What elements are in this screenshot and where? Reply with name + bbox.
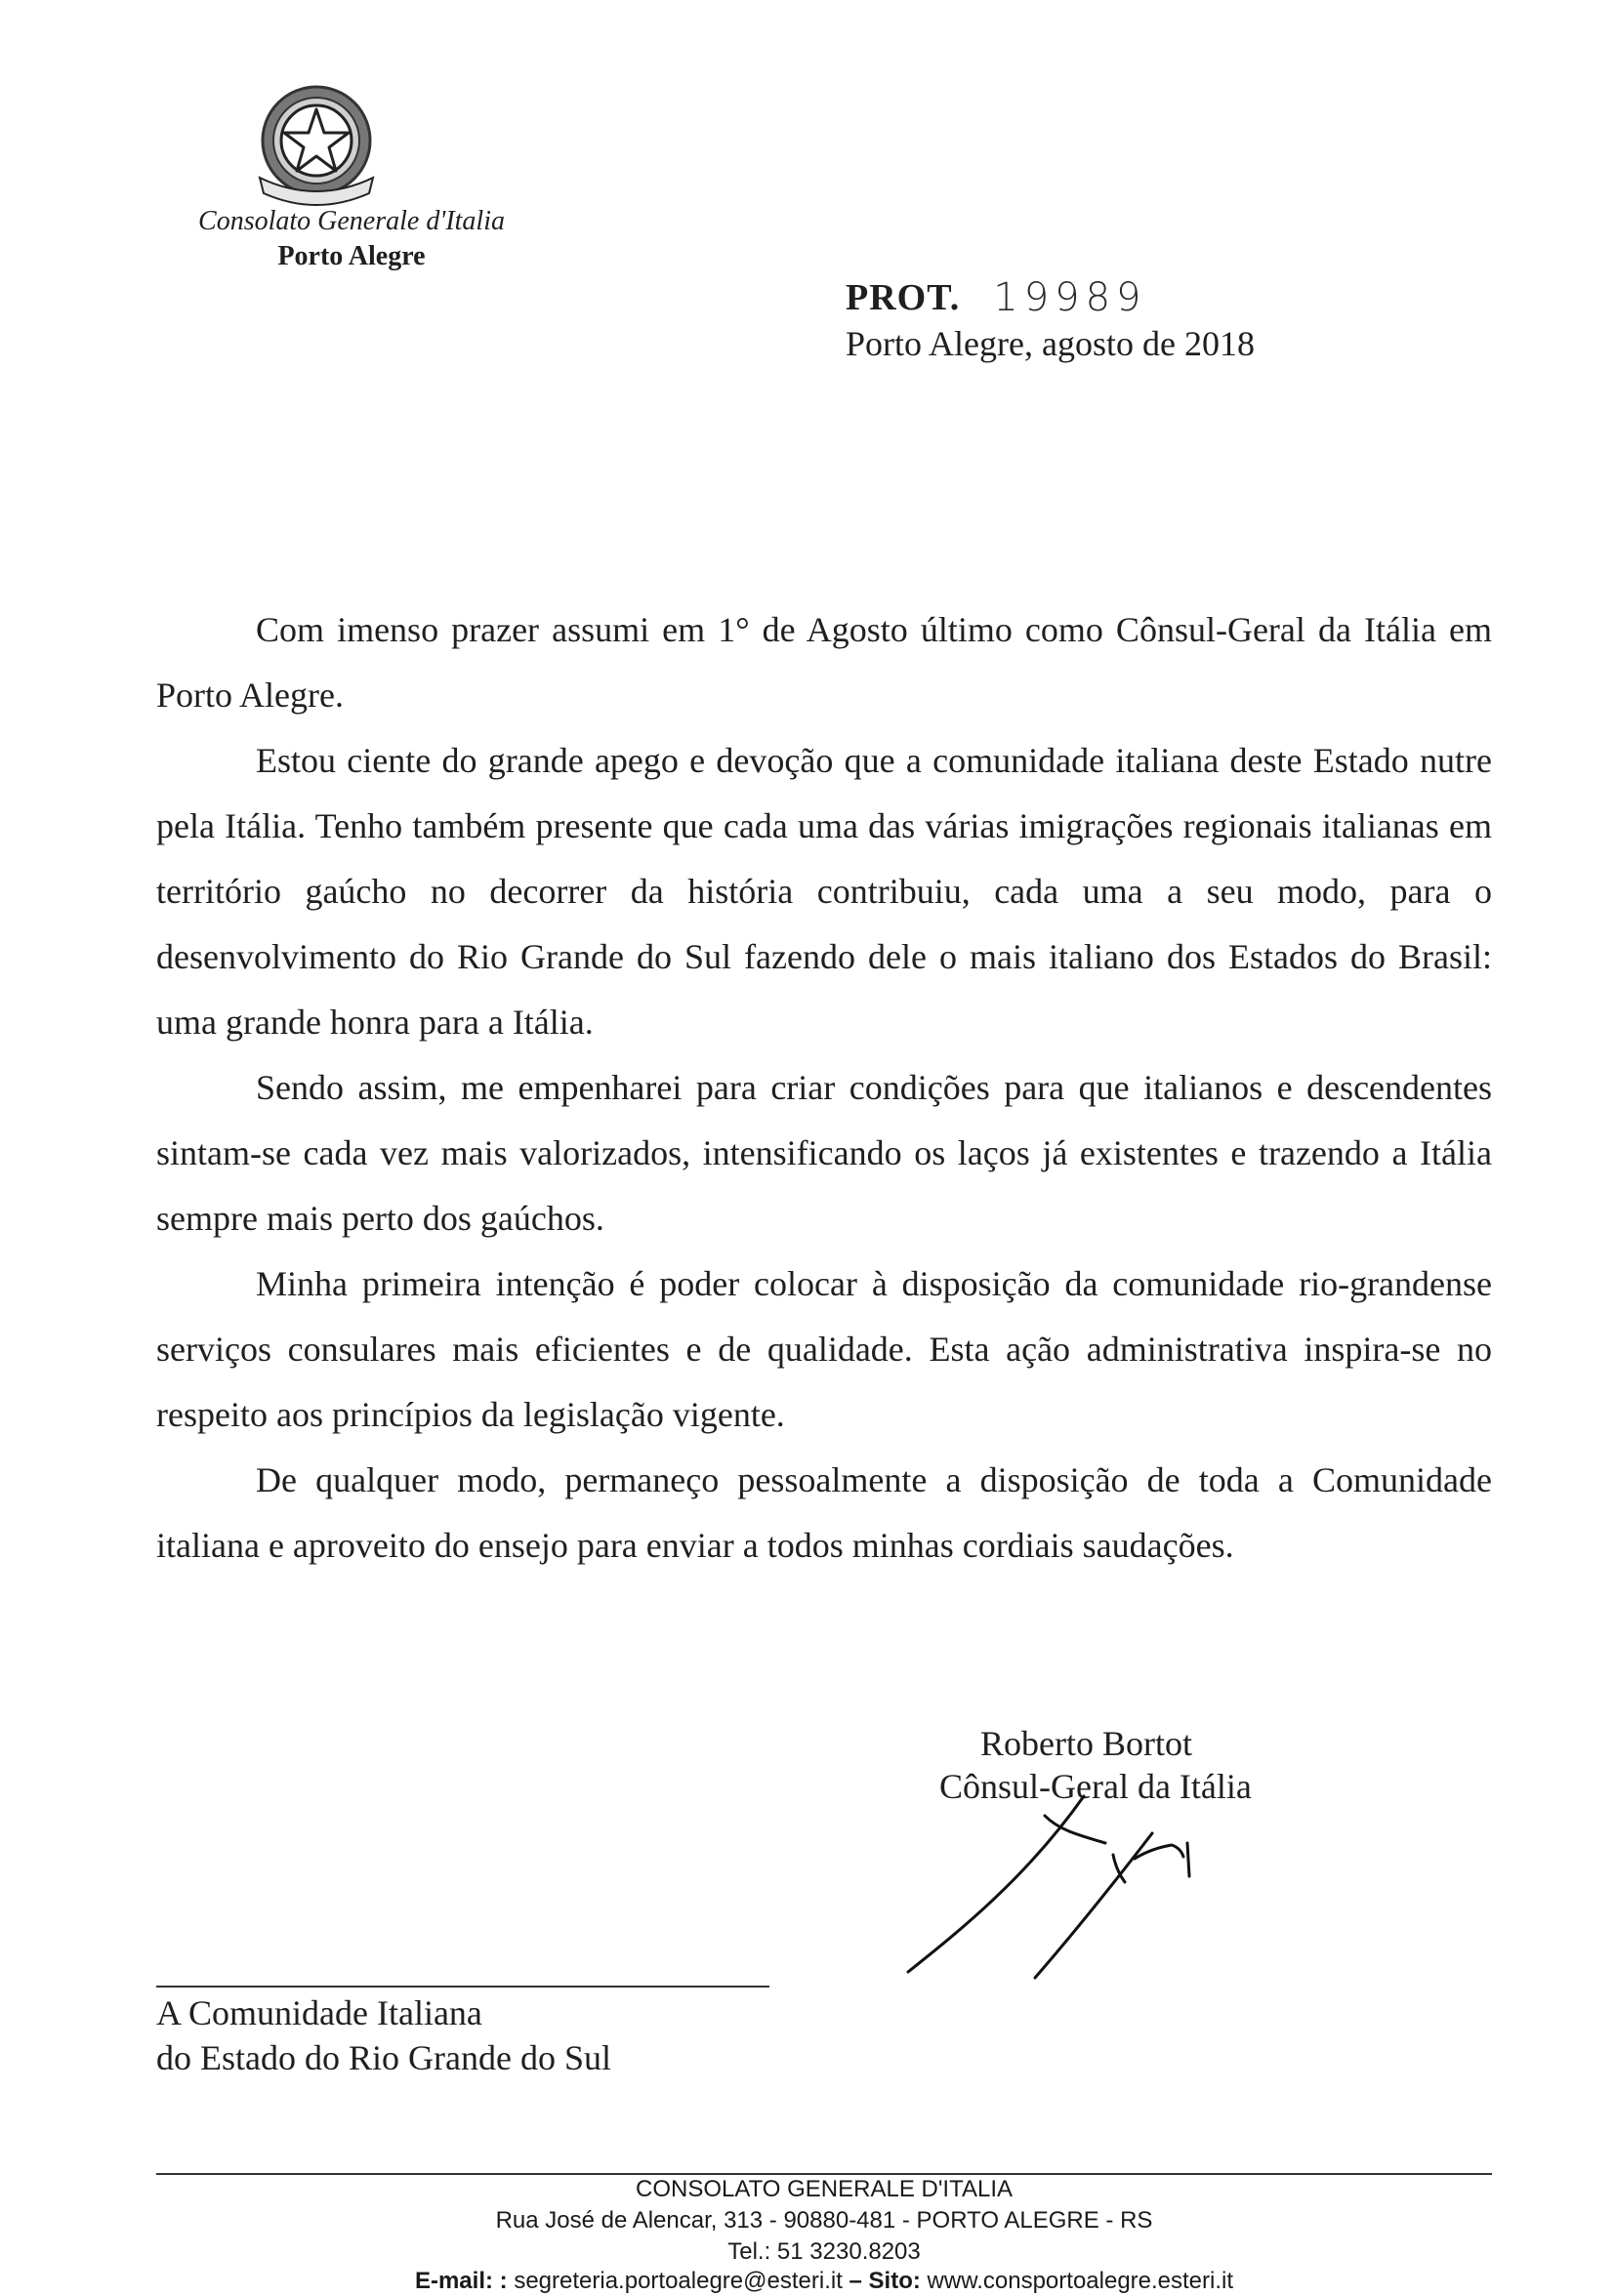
protocol-line xyxy=(846,275,1147,324)
footer-phone: Tel.: 51 3230.8203 xyxy=(727,2238,921,2265)
site-link[interactable]: www.consportoalegre.esteri.it xyxy=(927,2268,1234,2294)
addressee-divider xyxy=(156,1986,769,1988)
emblem-of-italy-icon xyxy=(252,80,381,207)
site-label: – Sito: xyxy=(849,2268,921,2294)
protocol-number: 19989 xyxy=(993,275,1147,320)
email-label: E-mail: : xyxy=(414,2268,508,2294)
footer-contacts xyxy=(156,2267,1492,2296)
place-date: Porto Alegre, agosto de 2018 xyxy=(846,324,1255,363)
body-paragraph: Minha primeira intenção é poder colocar à disposição da comunidade rio-grandense serviços consulares mais eficientes e de qualidade. Esta ação administrativa inspira-se no respeito aos princípios da legislação vigente. xyxy=(156,1264,1492,1434)
body-paragraph: Estou ciente do grande apego e devoção que a comunidade italiana deste Estado nutre pela Itália. Tenho também presente que cada uma das várias imigrações regionais italianas em território gaúcho no decorrer da história contribuiu, cada uma a seu modo, para o desenvolvimento do Rio Grande do Sul fazendo dele o mais italiano dos Estados do Brasil: uma grande honra para a Itália. xyxy=(156,741,1492,1042)
body-paragraph: De qualquer modo, permaneço pessoalmente a disposição de toda a Comunidade italiana e aproveito do ensejo para enviar a todos minhas cordiais saudações. xyxy=(156,1460,1492,1565)
signer-name: Roberto Bortot xyxy=(980,1724,1192,1763)
footer-address: Rua José de Alencar, 313 - 90880-481 - PORTO ALEGRE - RS xyxy=(495,2207,1153,2234)
letter-body xyxy=(156,597,1492,1578)
protocol-label: PROT. xyxy=(846,277,961,318)
body-paragraph: Com imenso prazer assumi em 1° de Agosto último como Cônsul-Geral da Itália em Porto Alegre. xyxy=(156,610,1492,715)
consulate-city: Porto Alegre xyxy=(277,241,426,271)
email-link[interactable]: segreteria.portoalegre@esteri.it xyxy=(514,2268,843,2294)
handwritten-signature xyxy=(879,1786,1289,1982)
signer-title: Cônsul-Geral da Itália xyxy=(939,1767,1252,1806)
body-paragraph: Sendo assim, me empenharei para criar condições para que italianos e descendentes sintam-se cada vez mais valorizados, intensificando os laços já existentes e trazendo a Itália sempre mais perto dos gaúchos. xyxy=(156,1068,1492,1238)
footer-consulate-name: CONSOLATO GENERALE D'ITALIA xyxy=(635,2176,1013,2202)
addressee-line-2: do Estado do Rio Grande do Sul xyxy=(156,2038,611,2077)
addressee-line-1: A Comunidade Italiana xyxy=(156,1993,482,2032)
consulate-name: Consolato Generale d'Italia xyxy=(198,206,505,236)
